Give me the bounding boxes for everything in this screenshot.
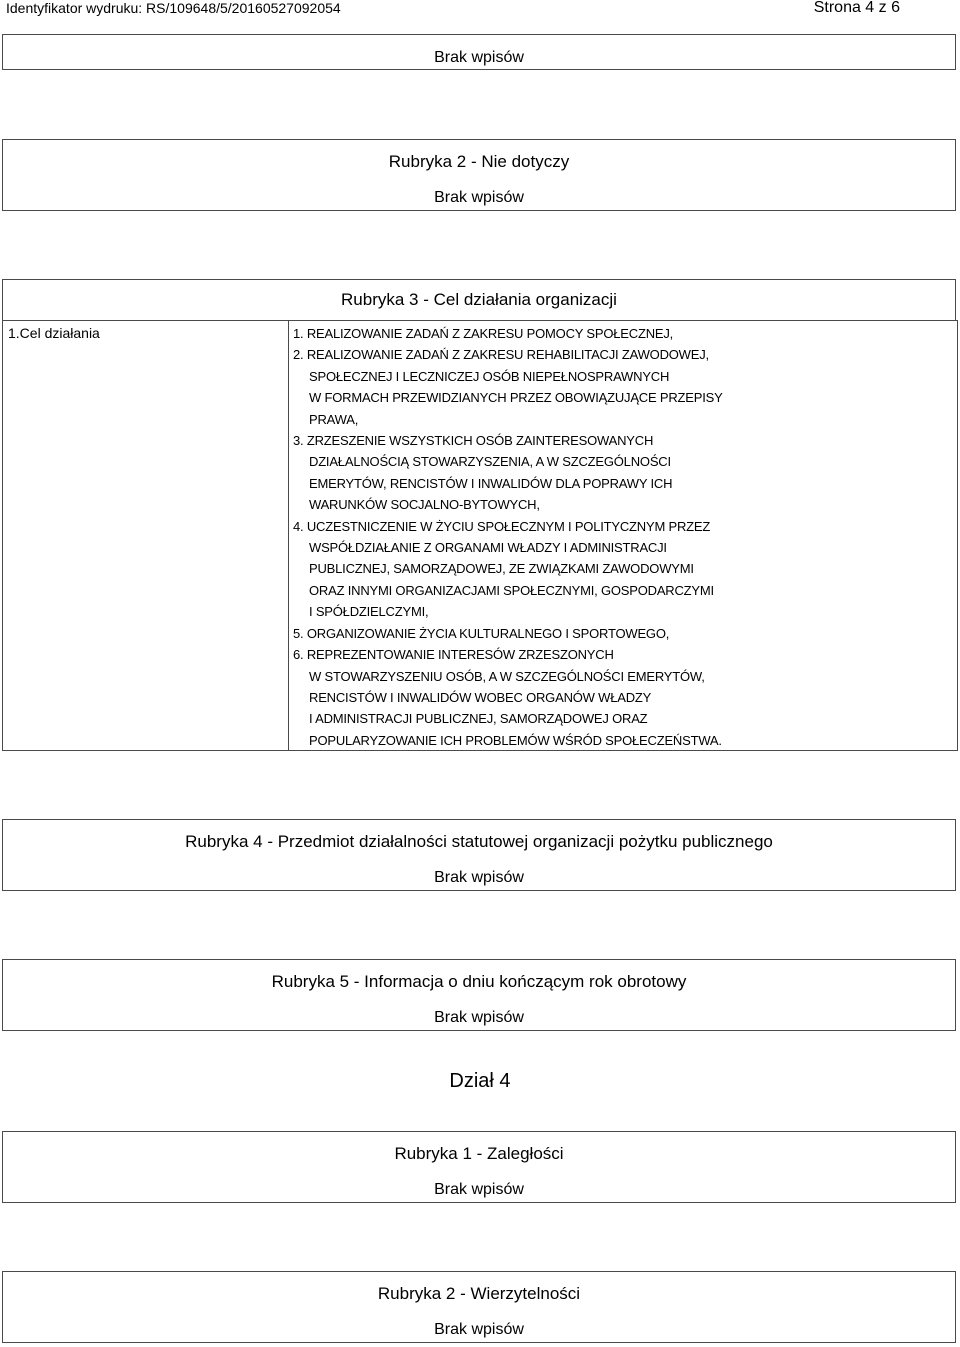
entry-text: Brak wpisów <box>434 1181 524 1198</box>
section-title: Rubryka 4 - Przedmiot działalności statutowej organizacji pożytku publicznego <box>185 832 773 851</box>
value-line: SPOŁECZNEJ I LECZNICZEJ OSÓB NIEPEŁNOSPRAWNYCH <box>309 368 670 384</box>
value-line: WARUNKÓW SOCJALNO-BYTOWYCH, <box>309 497 540 513</box>
value-line: PUBLICZNEJ, SAMORZĄDOWEJ, ZE ZWIĄZKAMI ZAWODOWYMI <box>309 561 694 577</box>
value-line: 3. ZRZESZENIE WSZYSTKICH OSÓB ZAINTERESOWANYCH <box>293 433 654 449</box>
value-line: 1. REALIZOWANIE ZADAŃ Z ZAKRESU POMOCY SPOŁECZNEJ, <box>293 326 674 341</box>
section-box-rubryka-5 <box>2 959 956 1031</box>
value-line: RENCISTÓW I INWALIDÓW WOBEC ORGANÓW WŁADZY <box>309 689 652 705</box>
section-box-rubryka-4 <box>2 819 956 891</box>
page-number: Strona 4 z 6 <box>813 0 900 16</box>
value-line: EMERYTÓW, RENCISTÓW I INWALIDÓW DLA POPRAWY ICH <box>309 475 673 491</box>
value-line: 2. REALIZOWANIE ZADAŃ Z ZAKRESU REHABILITACJI ZAWODOWEJ, <box>293 347 709 363</box>
section-box-d4-rubryka-1 <box>2 1131 956 1203</box>
entry-text: Brak wpisów <box>434 1321 524 1338</box>
section-box-rubryka-2 <box>2 139 956 211</box>
section-title: Rubryka 1 - Zaległości <box>394 1144 564 1163</box>
value-line: 6. REPREZENTOWANIE INTERESÓW ZRZESZONYCH <box>293 647 614 663</box>
value-line: POPULARYZOWANIE ICH PROBLEMÓW WŚRÓD SPOŁECZEŃSTWA. <box>309 732 722 748</box>
value-line: ORAZ INNYMI ORGANIZACJAMI SPOŁECZNYMI, GOSPODARCZYMI <box>309 582 714 598</box>
section-title: Rubryka 2 - Nie dotyczy <box>388 152 570 171</box>
value-line: I ADMINISTRACJI PUBLICZNEJ, SAMORZĄDOWEJ ORAZ <box>309 711 648 727</box>
cel-dzialania-row <box>2 320 958 751</box>
value-line: W STOWARZYSZENIU OSÓB, A W SZCZEGÓLNOŚCI EMERYTÓW, <box>309 668 705 684</box>
value-line: I SPÓŁDZIELCZYMI, <box>309 604 429 620</box>
value-line: WSPÓŁDZIAŁANIE Z ORGANAMI WŁADZY I ADMINISTRACJI <box>309 540 667 556</box>
section-title: Rubryka 2 - Wierzytelności <box>377 1284 581 1303</box>
field-label: 1.Cel działania <box>8 325 100 341</box>
section-box-d4-rubryka-2 <box>2 1271 956 1343</box>
print-identifier: Identyfikator wydruku: RS/109648/5/20160527092054 <box>6 0 341 16</box>
section-title: Rubryka 5 - Informacja o dniu kończącym rok obrotowy <box>271 972 687 991</box>
entry-text: Brak wpisów <box>434 49 524 66</box>
entry-text: Brak wpisów <box>434 189 524 206</box>
field-value <box>293 323 763 751</box>
section-box-top <box>2 34 956 70</box>
column-divider <box>288 321 289 750</box>
entry-text: Brak wpisów <box>434 1009 524 1026</box>
value-line: DZIAŁALNOŚCIĄ STOWARZYSZENIA, A W SZCZEGÓLNOŚCI <box>309 454 671 470</box>
dzial-heading: Dział 4 <box>449 1070 511 1092</box>
value-line: 5. ORGANIZOWANIE ŻYCIA KULTURALNEGO I SPORTOWEGO, <box>293 625 670 641</box>
section-title: Rubryka 3 - Cel działania organizacji <box>341 290 617 309</box>
value-line: W FORMACH PRZEWIDZIANYCH PRZEZ OBOWIĄZUJĄCE PRZEPISY <box>309 390 723 406</box>
section-box-rubryka-3 <box>2 279 956 321</box>
value-line: 4. UCZESTNICZENIE W ŻYCIU SPOŁECZNYM I POLITYCZNYM PRZEZ <box>293 518 711 534</box>
value-line: PRAWA, <box>309 411 359 427</box>
entry-text: Brak wpisów <box>434 869 524 886</box>
